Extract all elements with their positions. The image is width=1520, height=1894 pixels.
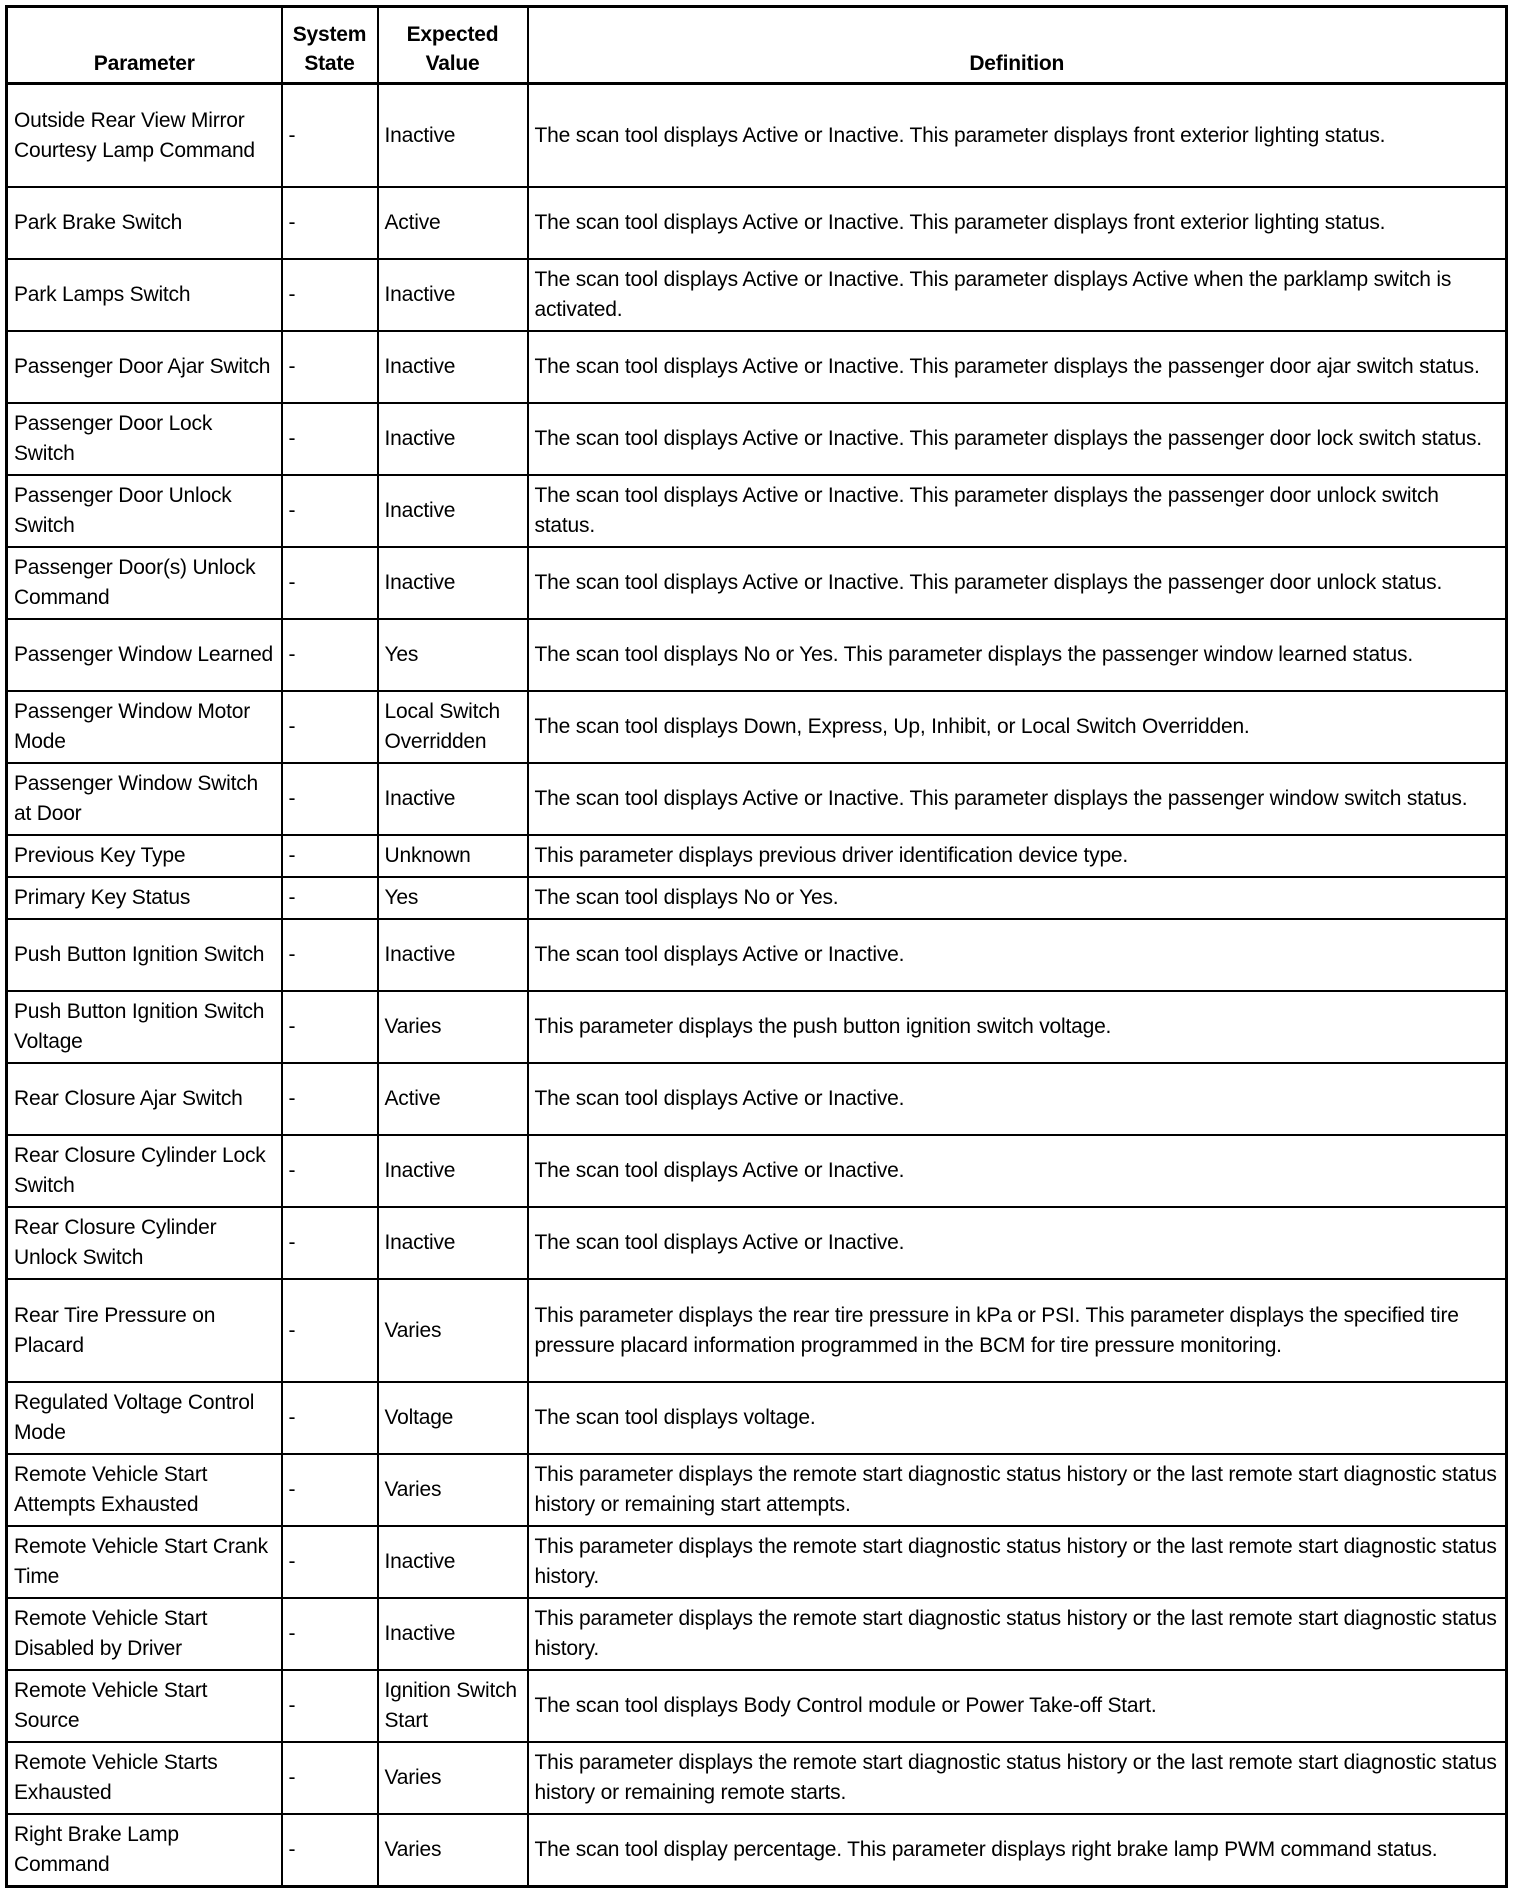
cell-parameter: Rear Closure Cylinder Unlock Switch — [7, 1207, 282, 1279]
cell-expected-value: Inactive — [378, 403, 528, 475]
cell-parameter: Previous Key Type — [7, 835, 282, 877]
cell-parameter: Passenger Door Lock Switch — [7, 403, 282, 475]
cell-definition: The scan tool displays Active or Inactive. This parameter displays front exterior lighting status. — [528, 84, 1507, 188]
table-row — [7, 1670, 1507, 1742]
parameter-table — [5, 5, 1508, 1888]
cell-definition: The scan tool displays voltage. — [528, 1382, 1507, 1454]
cell-system-state: - — [282, 1670, 378, 1742]
table-row — [7, 84, 1507, 188]
cell-system-state: - — [282, 991, 378, 1063]
cell-system-state: - — [282, 475, 378, 547]
table-row — [7, 1063, 1507, 1135]
cell-parameter: Passenger Window Motor Mode — [7, 691, 282, 763]
cell-parameter: Push Button Ignition Switch — [7, 919, 282, 991]
cell-system-state: - — [282, 1063, 378, 1135]
table-row — [7, 919, 1507, 991]
header-definition: Definition — [528, 7, 1507, 84]
cell-definition: The scan tool displays Active or Inactive. This parameter displays the passenger window switch status. — [528, 763, 1507, 835]
cell-expected-value: Inactive — [378, 547, 528, 619]
cell-parameter: Passenger Door(s) Unlock Command — [7, 547, 282, 619]
cell-definition: The scan tool displays Active or Inactive. — [528, 919, 1507, 991]
cell-definition: The scan tool displays Active or Inactive. This parameter displays the passenger door ajar switch status. — [528, 331, 1507, 403]
table-row — [7, 1526, 1507, 1598]
cell-expected-value: Inactive — [378, 259, 528, 331]
cell-system-state: - — [282, 1135, 378, 1207]
table-row — [7, 763, 1507, 835]
cell-parameter: Rear Tire Pressure on Placard — [7, 1279, 282, 1382]
cell-expected-value: Ignition Switch Start — [378, 1670, 528, 1742]
cell-system-state: - — [282, 763, 378, 835]
cell-system-state: - — [282, 1742, 378, 1814]
cell-system-state: - — [282, 331, 378, 403]
cell-expected-value: Inactive — [378, 84, 528, 188]
cell-expected-value: Inactive — [378, 1598, 528, 1670]
cell-system-state: - — [282, 835, 378, 877]
cell-parameter: Passenger Door Unlock Switch — [7, 475, 282, 547]
cell-expected-value: Active — [378, 1063, 528, 1135]
cell-definition: This parameter displays the remote start diagnostic status history or the last remote start diagnostic status history or remaining remote starts. — [528, 1742, 1507, 1814]
table-row — [7, 259, 1507, 331]
cell-definition: The scan tool displays Active or Inactive. — [528, 1135, 1507, 1207]
cell-parameter: Regulated Voltage Control Mode — [7, 1382, 282, 1454]
cell-definition: The scan tool displays Active or Inactive. — [528, 1063, 1507, 1135]
table-row — [7, 403, 1507, 475]
table-row — [7, 991, 1507, 1063]
cell-definition: This parameter displays the remote start diagnostic status history or the last remote start diagnostic status history. — [528, 1598, 1507, 1670]
cell-expected-value: Inactive — [378, 1135, 528, 1207]
cell-expected-value: Inactive — [378, 331, 528, 403]
cell-definition: The scan tool displays Down, Express, Up, Inhibit, or Local Switch Overridden. — [528, 691, 1507, 763]
header-row — [7, 7, 1507, 84]
cell-parameter: Park Brake Switch — [7, 187, 282, 259]
cell-definition: This parameter displays the remote start diagnostic status history or the last remote start diagnostic status history. — [528, 1526, 1507, 1598]
cell-system-state: - — [282, 1814, 378, 1887]
cell-definition: This parameter displays the push button ignition switch voltage. — [528, 991, 1507, 1063]
cell-parameter: Rear Closure Ajar Switch — [7, 1063, 282, 1135]
cell-expected-value: Voltage — [378, 1382, 528, 1454]
cell-parameter: Remote Vehicle Start Source — [7, 1670, 282, 1742]
cell-definition: The scan tool displays No or Yes. This parameter displays the passenger window learned status. — [528, 619, 1507, 691]
cell-definition: The scan tool displays Active or Inactive. This parameter displays the passenger door lock switch status. — [528, 403, 1507, 475]
table-body — [7, 84, 1507, 1887]
cell-parameter: Park Lamps Switch — [7, 259, 282, 331]
cell-expected-value: Yes — [378, 877, 528, 919]
cell-definition: The scan tool displays No or Yes. — [528, 877, 1507, 919]
table-row — [7, 1814, 1507, 1887]
cell-system-state: - — [282, 1454, 378, 1526]
cell-system-state: - — [282, 187, 378, 259]
cell-system-state: - — [282, 877, 378, 919]
table-row — [7, 1598, 1507, 1670]
cell-definition: The scan tool displays Active or Inactive. This parameter displays the passenger door unlock switch status. — [528, 475, 1507, 547]
cell-definition: The scan tool displays Body Control module or Power Take-off Start. — [528, 1670, 1507, 1742]
cell-parameter: Right Brake Lamp Command — [7, 1814, 282, 1887]
cell-expected-value: Varies — [378, 1454, 528, 1526]
cell-system-state: - — [282, 691, 378, 763]
cell-definition: The scan tool displays Active or Inactive. This parameter displays Active when the parklamp switch is activated. — [528, 259, 1507, 331]
cell-expected-value: Inactive — [378, 1207, 528, 1279]
cell-parameter: Passenger Door Ajar Switch — [7, 331, 282, 403]
cell-definition: The scan tool displays Active or Inactive. This parameter displays front exterior lighting status. — [528, 187, 1507, 259]
cell-parameter: Push Button Ignition Switch Voltage — [7, 991, 282, 1063]
cell-expected-value: Yes — [378, 619, 528, 691]
cell-parameter: Remote Vehicle Start Disabled by Driver — [7, 1598, 282, 1670]
table-row — [7, 691, 1507, 763]
table-row — [7, 331, 1507, 403]
cell-parameter: Outside Rear View Mirror Courtesy Lamp Command — [7, 84, 282, 188]
table-row — [7, 187, 1507, 259]
cell-definition: The scan tool displays Active or Inactive. This parameter displays the passenger door unlock status. — [528, 547, 1507, 619]
cell-system-state: - — [282, 259, 378, 331]
cell-expected-value: Inactive — [378, 475, 528, 547]
cell-definition: The scan tool display percentage. This parameter displays right brake lamp PWM command status. — [528, 1814, 1507, 1887]
table-row — [7, 1279, 1507, 1382]
table-row — [7, 877, 1507, 919]
table-row — [7, 619, 1507, 691]
cell-expected-value: Inactive — [378, 763, 528, 835]
header-system-state: System State — [282, 7, 378, 84]
cell-expected-value: Inactive — [378, 919, 528, 991]
cell-parameter: Passenger Window Switch at Door — [7, 763, 282, 835]
cell-parameter: Rear Closure Cylinder Lock Switch — [7, 1135, 282, 1207]
cell-parameter: Remote Vehicle Starts Exhausted — [7, 1742, 282, 1814]
header-expected-value: Expected Value — [378, 7, 528, 84]
cell-expected-value: Unknown — [378, 835, 528, 877]
cell-definition: This parameter displays the rear tire pressure in kPa or PSI. This parameter displays the specified tire pressure placard information programmed in the BCM for tire pressure monitoring. — [528, 1279, 1507, 1382]
table-header — [7, 7, 1507, 84]
cell-system-state: - — [282, 1598, 378, 1670]
table-row — [7, 1207, 1507, 1279]
table-row — [7, 1382, 1507, 1454]
table-row — [7, 1454, 1507, 1526]
cell-expected-value: Varies — [378, 1814, 528, 1887]
cell-definition: The scan tool displays Active or Inactive. — [528, 1207, 1507, 1279]
table-row — [7, 1742, 1507, 1814]
table-row — [7, 547, 1507, 619]
cell-expected-value: Varies — [378, 1742, 528, 1814]
cell-definition: This parameter displays previous driver identification device type. — [528, 835, 1507, 877]
cell-system-state: - — [282, 547, 378, 619]
cell-expected-value: Inactive — [378, 1526, 528, 1598]
table-row — [7, 1135, 1507, 1207]
cell-parameter: Remote Vehicle Start Crank Time — [7, 1526, 282, 1598]
cell-system-state: - — [282, 1526, 378, 1598]
cell-definition: This parameter displays the remote start diagnostic status history or the last remote start diagnostic status history or remaining start attempts. — [528, 1454, 1507, 1526]
table-row — [7, 475, 1507, 547]
cell-expected-value: Active — [378, 187, 528, 259]
cell-expected-value: Varies — [378, 991, 528, 1063]
cell-system-state: - — [282, 1382, 378, 1454]
cell-system-state: - — [282, 919, 378, 991]
header-parameter: Parameter — [7, 7, 282, 84]
table-row — [7, 835, 1507, 877]
cell-expected-value: Varies — [378, 1279, 528, 1382]
cell-system-state: - — [282, 84, 378, 188]
cell-system-state: - — [282, 403, 378, 475]
cell-system-state: - — [282, 619, 378, 691]
cell-system-state: - — [282, 1207, 378, 1279]
cell-system-state: - — [282, 1279, 378, 1382]
cell-parameter: Primary Key Status — [7, 877, 282, 919]
cell-expected-value: Local Switch Overridden — [378, 691, 528, 763]
cell-parameter: Remote Vehicle Start Attempts Exhausted — [7, 1454, 282, 1526]
cell-parameter: Passenger Window Learned — [7, 619, 282, 691]
